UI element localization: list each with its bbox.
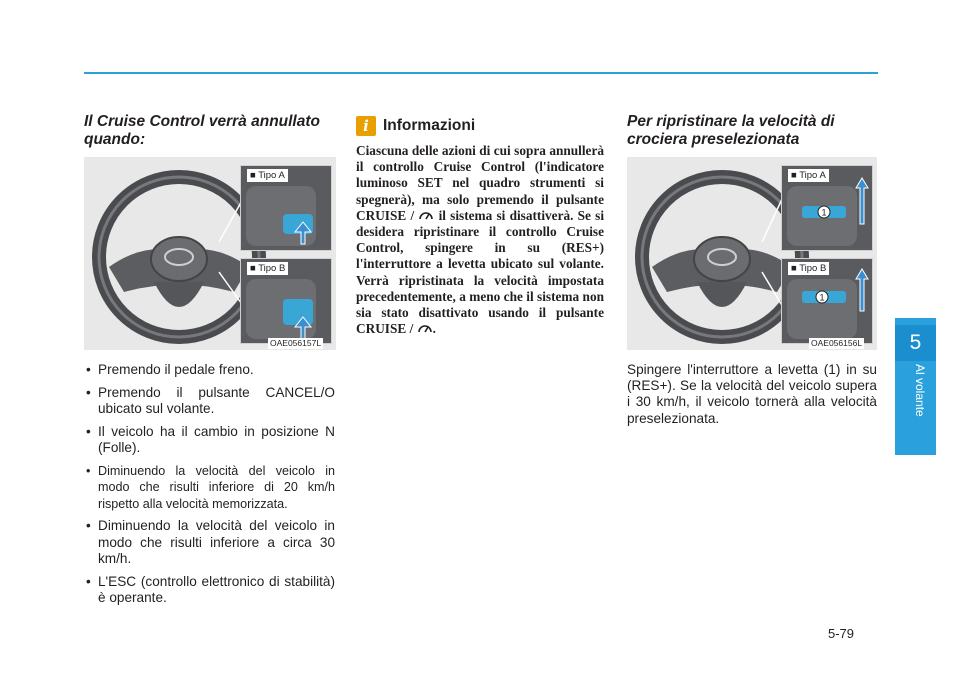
callout-number: 1 (819, 292, 825, 303)
inset-type-a (781, 165, 873, 251)
figure-code-left: OAE056157L (270, 338, 322, 348)
list-item: • Diminuendo la velocità del veicolo in modo che risulti inferiore a circa 30 km/h. (84, 518, 335, 568)
list-item: • Diminuendo la velocità del veicolo in modo che risulti inferiore di 20 km/h rispetto alla velocità memorizzata. (84, 463, 335, 513)
info-body (356, 143, 604, 337)
up-arrow-icon (856, 178, 868, 224)
chapter-number: 5 (895, 325, 936, 361)
cancel-conditions-list (84, 362, 335, 613)
left-heading: Il Cruise Control verrà annullato quando: (84, 113, 320, 148)
cruise-control-icon (417, 322, 433, 334)
list-item: • L'ESC (controllo elettronico di stabilità) è operante. (84, 574, 335, 607)
list-item: • Premendo il pulsante CANCEL/O ubicato sul volante. (84, 385, 335, 418)
info-title: Informazioni (383, 117, 476, 134)
label-tipo-a: ■ Tipo A (247, 169, 288, 182)
right-heading: Per ripristinare la velocità di crociera preselezionata (627, 113, 835, 148)
chapter-name: Al volante (913, 364, 927, 417)
steering-wheel-figure-right (627, 157, 877, 350)
cruise-control-icon (418, 209, 434, 221)
inset-type-a (240, 165, 332, 251)
inset-type-b (240, 258, 332, 344)
steering-wheel-figure-left (84, 157, 336, 350)
list-item: • Premendo il pedale freno. (84, 362, 335, 379)
info-text-2: il sistema si disattiverà. Se si desidera ripristinare il controllo Cruise Control, spingere in su (RES+) l'interruttore a levetta ubicato sul volante. Verrà ripristinata la velocità impostata precedentemente, a meno che il sistema non sia stato disattivato usando il pulsante CRUISE / (356, 207, 605, 337)
page-number: 5-79 (828, 626, 855, 641)
top-rule (84, 72, 878, 74)
callout-number: 1 (821, 207, 827, 218)
label-tipo-b: ■ Tipo B (247, 262, 288, 275)
label-tipo-a: ■ Tipo A (788, 169, 829, 182)
inset-type-b (781, 258, 873, 344)
info-icon: i (356, 116, 376, 136)
label-tipo-b: ■ Tipo B (788, 262, 829, 275)
resume-instructions: Spingere l'interruttore a levetta (1) in su (RES+). Se la velocità del veicolo supera i 30 km/h, il veicolo tornerà alla velocità preselezionata. (627, 362, 877, 426)
info-text-3: . (432, 321, 436, 337)
info-text-1: Ciascuna delle azioni di cui sopra annullerà il controllo Cruise Control (l'indicatore luminoso SET nel quadro strumenti si spegnerà), ma solo premendo il pulsante CRUISE / (356, 143, 604, 223)
figure-code-right: OAE056156L (811, 338, 863, 348)
list-item: • Il veicolo ha il cambio in posizione N (Folle). (84, 424, 335, 457)
up-arrow-icon (856, 269, 868, 311)
